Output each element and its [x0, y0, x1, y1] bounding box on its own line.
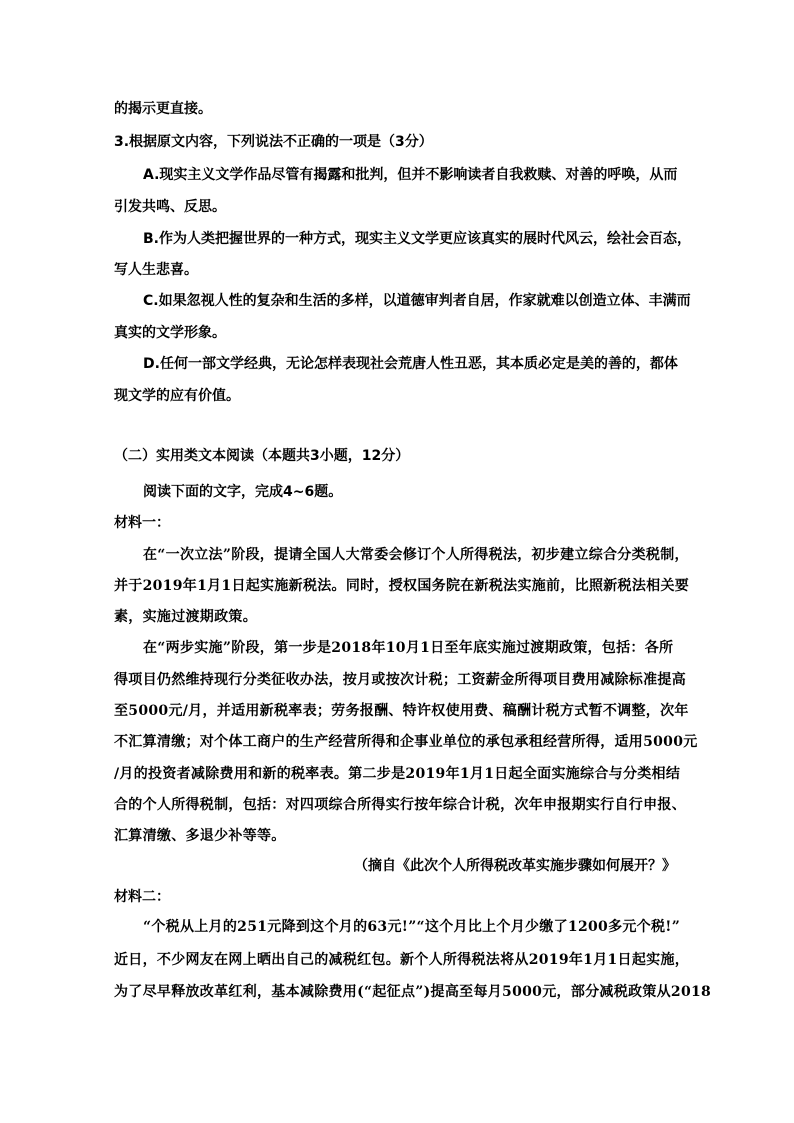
section-heading: （二）实用类文本阅读（本题共3小题，12分） [114, 448, 410, 464]
paragraph-line: 并于2019年1月1日起实施新税法。同时，授权国务院在新税法实施前，比照新税法相关要 [114, 578, 690, 594]
option-c-line-2: 真实的文学形象。 [114, 325, 226, 341]
question-3-stem: 3.根据原文内容，下列说法不正确的一项是（3分） [114, 134, 433, 150]
option-a-line-1: A.现实主义文学作品尽管有揭露和批判，但并不影响读者自我救赎、对善的呼唤，从而 [143, 167, 678, 183]
paragraph-line: 为了尽早释放改革红利，基本减除费用(“起征点”)提高至每月5000元，部分减税政策从2018 [114, 984, 712, 1000]
previous-text-tail: 的揭示更直接。 [114, 101, 212, 117]
paragraph-line: 近日，不少网友在网上晒出自己的减税红包。新个人所得税法将从2019年1月1日起实施， [114, 952, 690, 968]
paragraph-line: 汇算清缴、多退少补等等。 [114, 828, 286, 844]
paragraph-line: 在“一次立法”阶段，提请全国人大常委会修订个人所得税法，初步建立综合分类税制， [143, 547, 689, 563]
paragraph-line: 在“两步实施”阶段，第一步是2018年10月1日至年底实施过渡期政策，包括：各所 [143, 640, 674, 656]
material-1-label: 材料一： [114, 515, 170, 531]
paragraph-line: 素，实施过渡期政策。 [114, 609, 257, 625]
option-b-line-1: B.作为人类把握世界的一种方式，现实主义文学更应该真实的展时代风云，绘社会百态， [143, 231, 691, 247]
paragraph-line: 至5000元/月，并适用新税率表；劳务报酬、特许权使用费、稿酬计税方式暂不调整，次年 [114, 703, 689, 719]
paragraph-line: “个税从上月的251元降到这个月的63元!”“这个月比上个月少缴了1200多元个税!” [143, 919, 681, 935]
paragraph-line: /月的投资者减除费用和新的税率表。第二步是2019年1月1日起全面实施综合与分类相结 [114, 766, 681, 782]
paragraph-line: 合的个人所得税制，包括：对四项综合所得实行按年综合计税，次年申报期实行自行申报、 [114, 797, 686, 813]
option-a-line-2: 引发共鸣、反思。 [114, 199, 226, 215]
option-d-line-1: D.任何一部文学经典，无论怎样表现社会荒唐人性丑恶，其本质必定是美的善的，都体 [143, 356, 678, 372]
paragraph-line: 得项目仍然维持现行分类征收办法，按月或按次计税；工资薪金所得项目费用减除标准提高 [114, 672, 686, 688]
option-b-line-2: 写人生悲喜。 [114, 262, 198, 278]
option-d-line-2: 现文学的应有价值。 [114, 388, 240, 404]
option-c-line-1: C.如果忽视人性的复杂和生活的多样，以道德审判者自居，作家就难以创造立体、丰满而 [143, 293, 691, 309]
material-2-label: 材料二： [114, 889, 170, 905]
material-1-source: （摘自《此次个人所得税改革实施步骤如何展开？》 [354, 858, 676, 874]
section-instruction: 阅读下面的文字，完成4~6题。 [143, 484, 343, 500]
paragraph-line: 不汇算清缴；对个体工商户的生产经营所得和企事业单位的承包承租经营所得，适用5000元 [114, 734, 698, 750]
